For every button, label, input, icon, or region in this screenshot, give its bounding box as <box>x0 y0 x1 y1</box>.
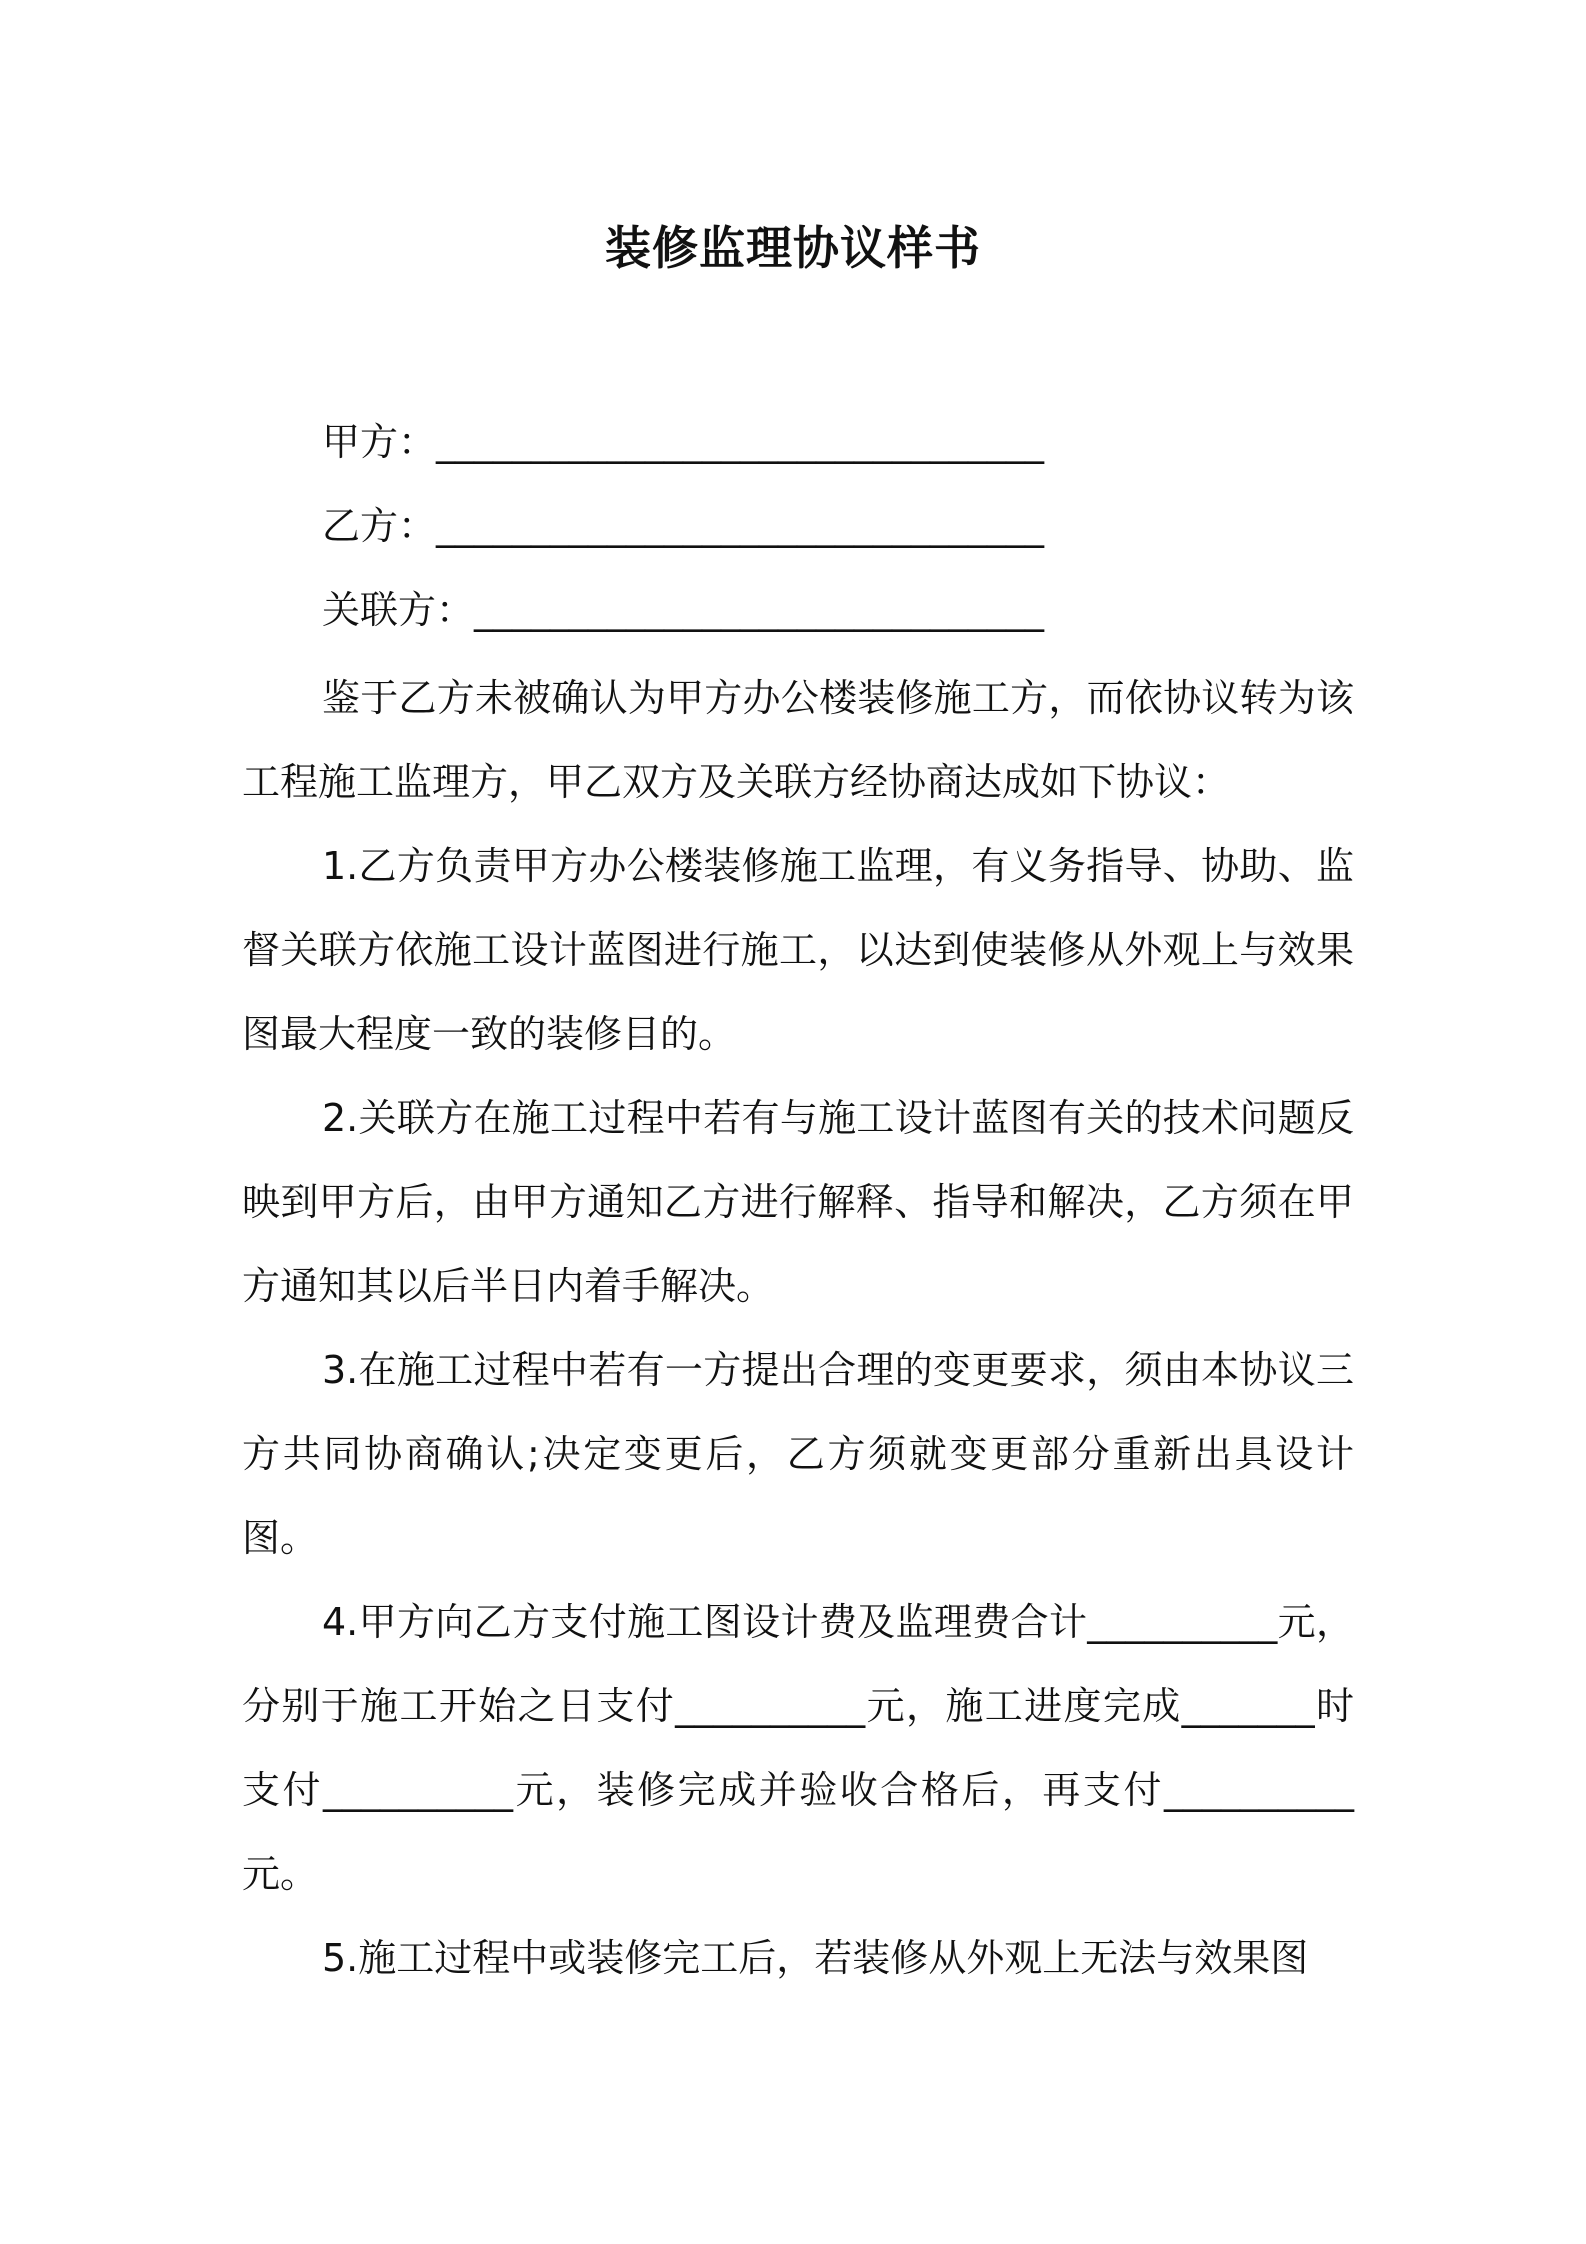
party-b-label: 乙方： <box>322 504 437 548</box>
agreement-body <box>242 656 1354 2000</box>
party-a-label: 甲方： <box>322 420 437 464</box>
clause-2-paragraph: 2.关联方在施工过程中若有与施工设计蓝图有关的技术问题反映到甲方后，由甲方通知乙方进行解释、指导和解决，乙方须在甲方通知其以后半日内着手解决。 <box>242 1096 1354 1308</box>
party-b-blank: ________________________________ <box>436 504 1045 548</box>
party-b-line <box>322 500 1044 552</box>
related-party-blank: ______________________________ <box>474 588 1045 632</box>
clause-4-paragraph: 4.甲方向乙方支付施工图设计费及监理费合计__________元，分别于施工开始之日支付__________元，施工进度完成_______时支付__________元，装修完成并验收合格后，再支付__________元。 <box>242 1600 1354 1896</box>
related-party-line <box>322 584 1044 636</box>
clause-1-paragraph: 1.乙方负责甲方办公楼装修施工监理，有义务指导、协助、监督关联方依施工设计蓝图进行施工，以达到使装修从外观上与效果图最大程度一致的装修目的。 <box>242 844 1354 1056</box>
clause-5-paragraph: 5.施工过程中或装修完工后，若装修从外观上无法与效果图 <box>322 1936 1309 1980</box>
party-a-line <box>322 416 1044 468</box>
party-a-blank: ________________________________ <box>436 420 1045 464</box>
preamble-paragraph: 鉴于乙方未被确认为甲方办公楼装修施工方，而依协议转为该工程施工监理方，甲乙双方及关联方经协商达成如下协议： <box>242 676 1354 804</box>
clause-3-paragraph: 3.在施工过程中若有一方提出合理的变更要求，须由本协议三方共同协商确认;决定变更后，乙方须就变更部分重新出具设计图。 <box>242 1348 1354 1560</box>
related-party-label: 关联方： <box>322 588 475 632</box>
document-title: 装修监理协议样书 <box>605 221 981 275</box>
